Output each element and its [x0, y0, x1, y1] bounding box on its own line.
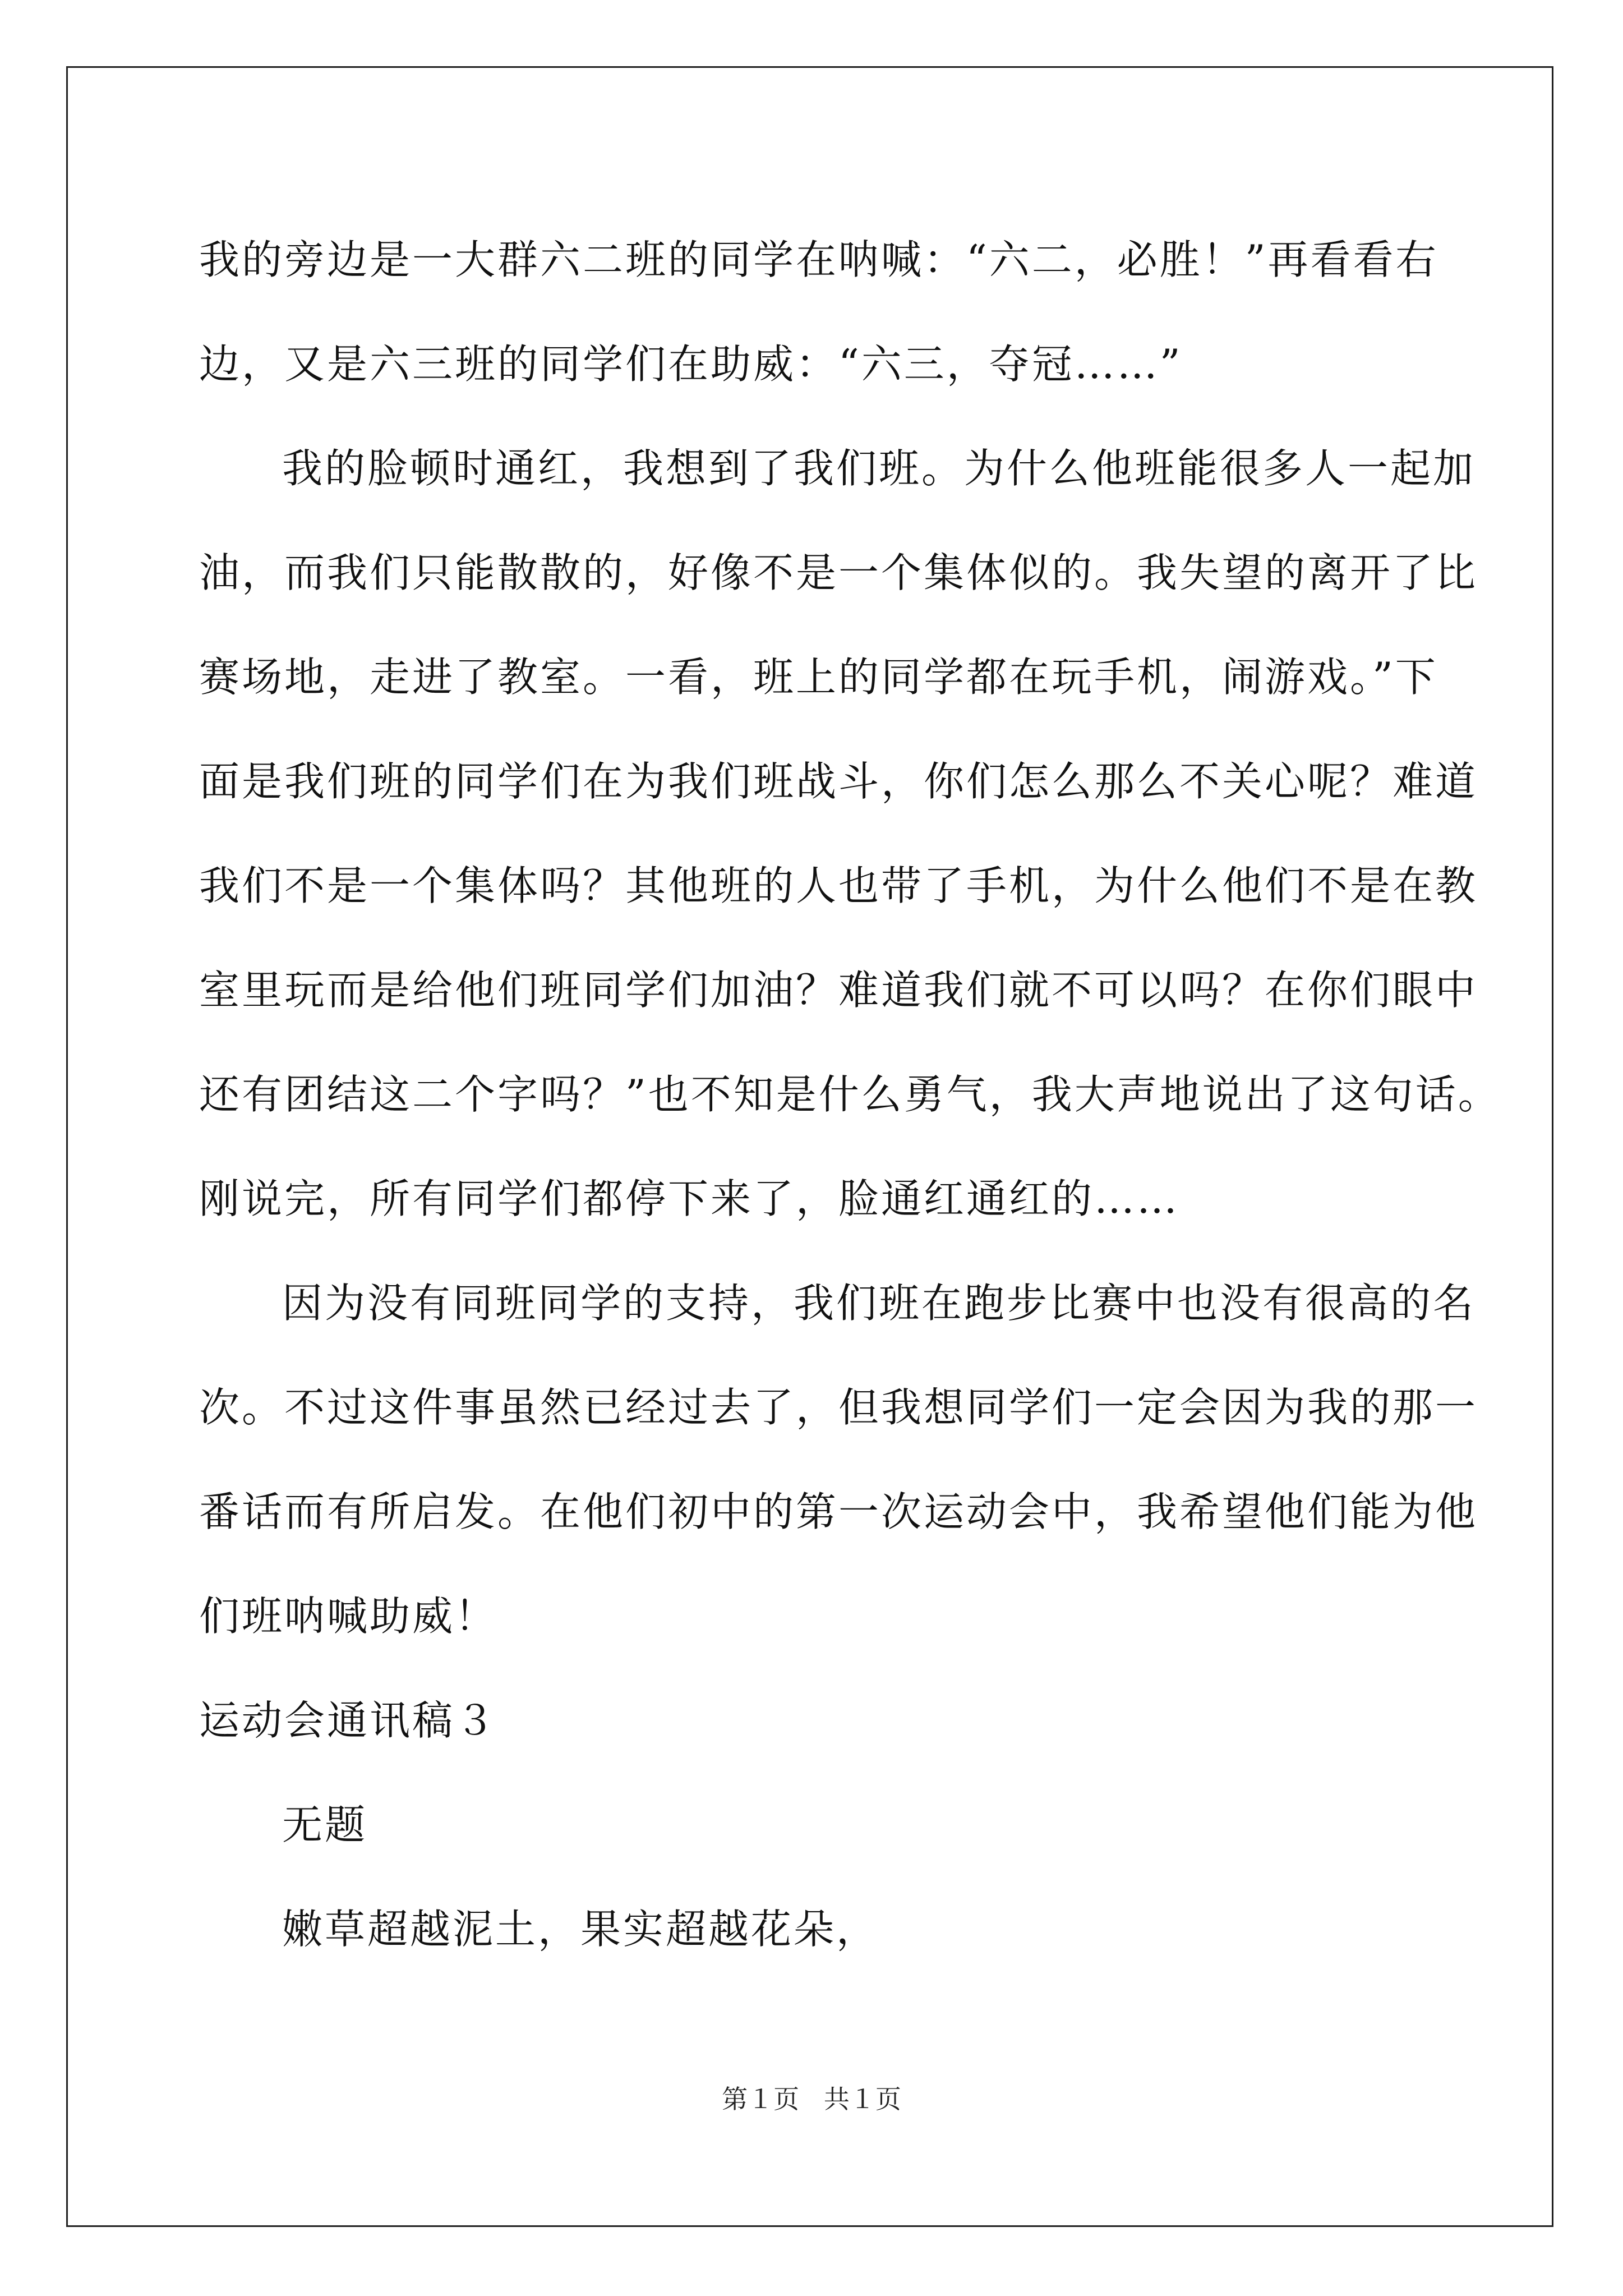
- text-line: 我们不是一个集体吗？其他班的人也带了手机，为什么他们不是在教: [199, 862, 1478, 909]
- poem-title: 无题: [282, 1801, 368, 1848]
- document-body: [199, 208, 1501, 1981]
- text-line: 们班呐喊助威！: [199, 1593, 498, 1640]
- text-line: 油，而我们只能散散的，好像不是一个集体似的。我失望的离开了比: [199, 549, 1478, 596]
- text-line: 因为没有同班同学的支持，我们班在跑步比赛中也没有很高的名: [282, 1280, 1476, 1327]
- text-line: 我的脸顿时通红，我想到了我们班。为什么他班能很多人一起加: [282, 445, 1476, 492]
- text-line: 赛场地，走进了教室。一看，班上的同学都在玩手机，闹游戏。”下: [199, 654, 1438, 701]
- text-line: 面是我们班的同学们在为我们班战斗，你们怎么那么不关心呢？难道: [199, 758, 1478, 805]
- text-line: 还有团结这二个字吗？”也不知是什么勇气，我大声地说出了这句话。: [199, 1071, 1501, 1118]
- text-line: 嫩草超越泥土，果实超越花朵，: [282, 1906, 879, 1953]
- text-line: 室里玩而是给他们班同学们加油？难道我们就不可以吗？在你们眼中: [199, 967, 1478, 1014]
- page-number-footer: 第１页 共１页: [722, 2084, 901, 2114]
- text-line: 番话而有所启发。在他们初中的第一次运动会中，我希望他们能为他: [199, 1488, 1478, 1535]
- text-line: 次。不过这件事虽然已经过去了，但我想同学们一定会因为我的那一: [199, 1384, 1478, 1431]
- text-line: 边，又是六三班的同学们在助威：“六三，夺冠……”: [199, 341, 1183, 388]
- text-line: 我的旁边是一大群六二班的同学在呐喊：“六二，必胜！”再看看右: [199, 236, 1438, 283]
- section-heading: 运动会通讯稿３: [199, 1697, 498, 1744]
- text-line: 刚说完，所有同学们都停下来了，脸通红通红的……: [199, 1175, 1180, 1222]
